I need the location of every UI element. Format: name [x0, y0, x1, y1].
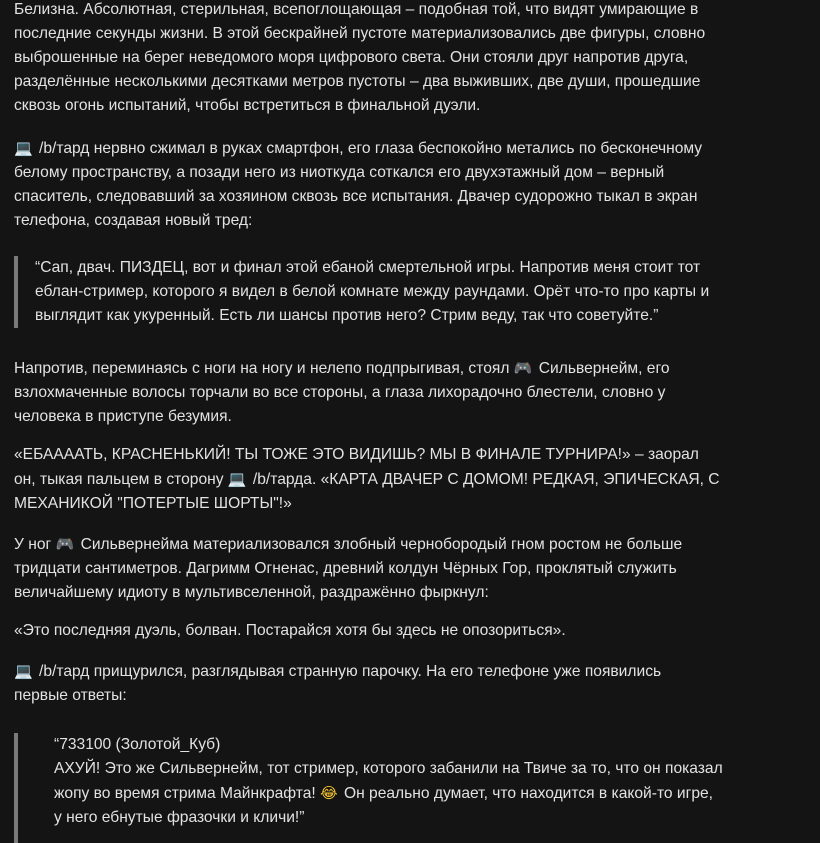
text-line [14, 136, 804, 161]
text-line: взлохмаченные волосы торчали во все стороны, а глаза лихорадочно блестели, словно у [14, 384, 666, 401]
quote-line: АХУЙ! Это же Сильвернейм, тот стример, которого забанили на Твиче за то, что он показал [54, 760, 723, 777]
text-line [14, 467, 804, 492]
quote-line: еблан-стример, которого я видел в белой комнате между раундами. Орёт что-то про карты и [35, 283, 710, 300]
text-line: Белизна. Абсолютная, стерильная, всепоглощающая – подобная той, что видят умирающие в [14, 1, 699, 18]
text-line: последние секунды жизни. В этой бескрайней пустоте материализовались две фигуры, словно [14, 25, 706, 42]
reply-header: “733100 (Золотой_Куб) [54, 736, 221, 753]
text-fragment: Он реально думает, что находится в какой-то игре, [339, 785, 713, 802]
text-fragment: Напротив, переминаясь с ноги на ногу и нелепо подпрыгивая, стоял [14, 360, 514, 377]
paragraph-intro [14, 0, 804, 118]
text-line: тридцати сантиметров. Дагримм Огненас, древний колдун Чёрных Гор, проклятый служить [14, 560, 677, 577]
gamepad-icon: 🎮 [55, 535, 75, 553]
quote-line [54, 781, 804, 806]
text-line: МЕХАНИКОЙ "ПОТЕРТЫЕ ШОРТЫ"!» [14, 495, 292, 512]
text-fragment: /b/тард нервно сжимал в руках смартфон, его глаза беспокойно метались по бесконечному [34, 140, 703, 157]
paragraph-bard-squint [14, 659, 804, 708]
text-fragment: У ног [14, 536, 56, 553]
text-fragment: /b/тард прищурился, разглядывая странную парочку. На его телефоне уже появились [34, 663, 662, 680]
text-line: сквозь огонь испытаний, чтобы встретиться в финальной дуэли. [14, 97, 481, 114]
text-fragment: Сильвернейма материализовался злобный чернобородый гном ростом не больше [76, 536, 683, 553]
laptop-icon: 💻 [14, 662, 33, 680]
text-fragment: /b/тарда. «КАРТА ДВАЧЕР С ДОМОМ! РЕДКАЯ, ЭПИЧЕСКАЯ, С [248, 471, 720, 488]
paragraph-silvername [14, 356, 804, 429]
text-fragment: жопу во время стрима Майнкрафта! [54, 785, 321, 802]
blockquote-thread-post [14, 256, 804, 328]
paragraph-gnome-quote [14, 619, 804, 643]
text-line: «ЕБААААТЬ, КРАСНЕНЬКИЙ! ТЫ ТОЖЕ ЭТО ВИДИШЬ? МЫ В ФИНАЛЕ ТУРНИРА!» – заорал [14, 446, 699, 463]
laptop-icon: 💻 [14, 139, 33, 157]
text-line: «Это последняя дуэль, болван. Постарайся хотя бы здесь не опозориться». [14, 622, 566, 639]
text-line: телефона, создавая новый тред: [14, 212, 253, 229]
quote-line: выглядит как укуренный. Есть ли шансы против него? Стрим веду, так что советуйте.” [35, 307, 659, 324]
text-line: первые ответы: [14, 687, 127, 704]
text-line: человека в приступе безумия. [14, 408, 232, 425]
text-fragment: он, тыкая пальцем в сторону [14, 471, 228, 488]
paragraph-gnome [14, 532, 804, 605]
text-line: разделённые несколькими десятками метров пустоты – два выживших, две души, прошедшие [14, 73, 701, 90]
quote-line: “Сап, двач. ПИЗДЕЦ, вот и финал этой ебаной смертельной игры. Напротив меня стоит тот [35, 259, 701, 276]
text-line [14, 356, 804, 381]
text-line: выброшенные на берег неведомого моря цифрового света. Они стояли друг напротив друга, [14, 49, 689, 66]
text-fragment: Сильвернейм, его [534, 360, 670, 377]
quote-line: у него ебнутые фразочки и кличи!” [54, 809, 305, 826]
laptop-icon: 💻 [227, 470, 247, 488]
text-line: величайшему идиоту в мультивселенной, раздражённо фыркнул: [14, 584, 489, 601]
blockquote-reply [14, 733, 804, 843]
paragraph-bard-phone [14, 136, 804, 233]
text-line [14, 659, 804, 684]
text-line: спаситель, следовавший за хозяином сквозь все испытания. Двачер судорожно тыкал в экран [14, 188, 698, 205]
paragraph-shout [14, 443, 804, 516]
text-line [14, 532, 804, 557]
text-line: белому пространству, а позади него из ниоткуда соткался его двухэтажный дом – верный [14, 164, 665, 181]
gamepad-icon: 🎮 [513, 359, 533, 377]
laughing-emoji-icon: 😂 [320, 784, 338, 802]
